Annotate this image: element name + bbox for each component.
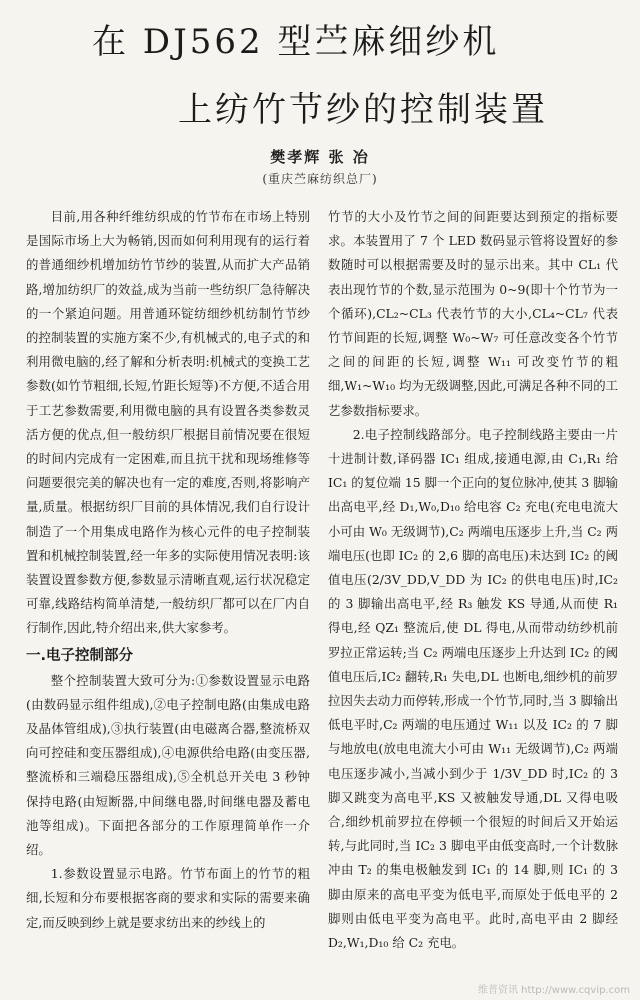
item1-paragraph: 1.参数设置显示电路。竹节布面上的竹节的粗细,长短和分布要根据客商的要求和实际的需要来确定,而反映到纱上就是要求纺出来的纱线上的	[26, 866, 310, 930]
section-body-paragraph: 整个控制装置大致可分为:①参数设置显示电路(由数码显示组件组成),②电子控制电路(由集成电路及晶体管组成),③执行装置(由电磁离合器,整流桥双向可控硅和变压器组成),④电源供给电路(由变压器,整流桥和三端稳压器组成),⑤全机总开关电 3 秒钟保持电路(由短断器,中间继电器,时间继电器及蓄电池等组成)。下面把各部分的工作原理简单作一介绍。	[26, 672, 310, 858]
intro-paragraph: 目前,用各种纤维纺织成的竹节布在市场上特别是国际市场上大为畅销,因而如何利用现有的运行着的普通细纱机增加纺竹节纱的装置,从而扩大产品销路,增加纺织厂的效益,成为当前一些纺织厂急待解决的一个紧迫问题。用普通环锭纺细纱机纺制竹节纱的控制装置的实施方案不少,有机械式的,电子式的和利用微电脑的,经了解和分析表明:机械式的变换工艺参数(如竹节粗细,长短,竹距长短等)不方便,不适合用于工艺参数需要,利用微电脑的具有设置各类参数灵活方便的优点,但一般纺织厂根据目前情况要在很短的时间内完成有一定困难,而且抗干扰和现场维修等问题要很完美的解决也有一定的难度,否则,将影响产量,质量。根据纺织厂目前的具体情况,我们自行设计制造了一个用集成电路作为核心元件的电子控制装置和机械控制装置,经一年多的实际使用情况表明:该装置设置参数方便,参数显示清晰直观,运行状况稳定可靠,线路结构简单清楚,一般纺织厂都可以在厂内自行制作,因此,特介绍出来,供大家参考。	[26, 209, 310, 636]
authors: 樊孝辉 张 冶	[270, 148, 370, 166]
right-paragraph-2: 2.电子控制线路部分。电子控制线路主要由一片十进制计数,译码器 IC₁ 组成,接通电源,由 C₁,R₁ 给 IC₁ 的复位端 15 脚一个正向的复位脉冲,使其 3 脚输出高电平,经 D₁,W₀,D₁₀ 给电容 C₂ 充电(充电电流大小可由 W₀ 无级调节),C₂ 两端电压逐步上升,当 C₂ 两端电压(也即 IC₂ 的 2,6 脚的高电压)未达到 IC₂ 的阈值电压(2/3V_DD,V_DD 为 IC₂ 的供电电压)时,IC₂ 的 3 脚输出高电平,经 R₃ 触发 KS 导通,从而使 R₁ 得电,经 QZ₁ 整流后,使 DL 得电,从而带动纺纱机前罗拉正常运转;当 C₂ 两端电压逐步上升达到 IC₂ 的阈值电压后,IC₂ 翻转,R₁ 失电,DL 也断电,细纱机的前罗拉因失去动力而停转,形成一个竹节,同时,当 3 脚输出低电平时,C₂ 两端的电压通过 W₁₁ 以及 IC₂ 的 7 脚与地放电(放电电流大小可由 W₁₁ 无级调节),C₂ 两端电压逐步减小,当减小到少于 1/3V_DD 时,IC₂ 的 3 脚又跳变为高电平,KS 又被触发导通,DL 又得电吸合,细纱机前罗拉在停顿一个很短的时间后又开始运转,与此同时,当 IC₂ 3 脚电平由低变高时,一个计数脉冲由 T₂ 的集电极触发到 IC₁ 的 14 脚,则 IC₁ 的 3 脚由原来的高电平变为低电平,而原处于低电平的 2 脚则由低电平变为高电平。此时,高电平由 2 脚经 D₂,W₁,D₁₀ 给 C₂ 充电。	[328, 426, 618, 951]
watermark: 维普资讯 http://www.cqvip.com	[477, 985, 630, 996]
section-heading: 一.电子控制部分	[26, 647, 134, 664]
right-paragraph-1: 竹节的大小及竹节之间的间距要达到预定的指标要求。本装置用了 7 个 LED 数码显示管将设置好的参数随时可以根据需要及时的显示出来。其中 CL₁ 代表出现竹节的个数,显示范围为 0~9(即十个竹节为一个循环),CL₂~CL₃ 代表竹节的大小,CL₄~CL₇ 代表竹节间距的长短,调整 W₀~W₇ 可任意改变各个竹节之间的间距的长短,调整 W₁₁ 可改变竹节的粗细,W₁~W₁₀ 均为无级调整,因此,可满足各种不同的工艺参数指标要求。	[328, 209, 618, 418]
right-column	[328, 205, 618, 995]
affiliation: (重庆苎麻纺织总厂)	[262, 172, 378, 186]
left-column	[26, 205, 310, 995]
title-line-1: 在 DJ562 型苎麻细纱机	[92, 22, 500, 62]
title-line-2: 上纺竹节纱的控制装置	[178, 90, 548, 130]
